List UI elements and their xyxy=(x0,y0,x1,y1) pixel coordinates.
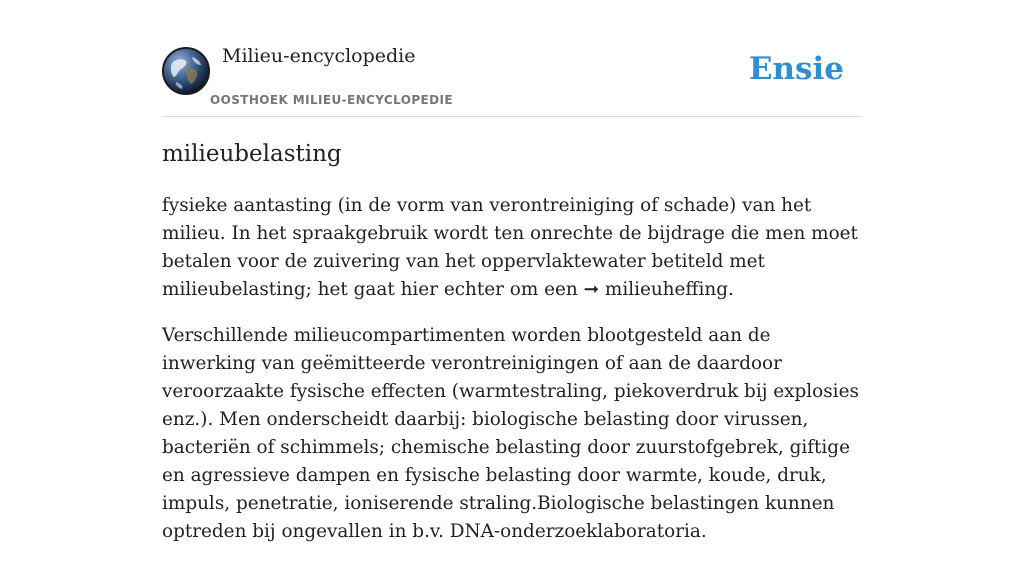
milieuheffing-link[interactable]: milieuheffing xyxy=(604,279,728,300)
earth-globe-icon[interactable] xyxy=(162,47,210,95)
definition-end: . xyxy=(727,279,734,300)
site-header xyxy=(162,0,862,117)
entry-title: milieubelasting xyxy=(162,141,342,167)
site-subtitle: OOSTHOEK MILIEU-ENCYCLOPEDIE xyxy=(210,93,453,107)
site-title[interactable]: Milieu-encyclopedie xyxy=(222,45,416,67)
definition-text: fysieke aantasting (in de vorm van verontreiniging of schade) van het milieu. In het spraakgebruik wordt ten onrechte de bijdrage die men moet betalen voor de zuivering van het oppervlaktewater betiteld met milieubelasting; het gaat hier echter om een xyxy=(162,195,858,300)
ensie-brand-link[interactable]: Ensie xyxy=(748,51,844,87)
entry-content xyxy=(162,138,866,564)
arrow-icon: ➞ xyxy=(583,279,600,300)
definition-paragraph xyxy=(162,192,866,304)
body-paragraph: Verschillende milieucompartimenten worden blootgesteld aan de inwerking van geëmitteerde verontreinigingen of aan de daardoor veroorzaakte fysische effecten (warmtestraling, piekoverdruk bij explosies enz.). Men onderscheidt daarbij: biologische belasting door virussen, bacteriën of schimmels; chemische belasting door zuurstofgebrek, giftige en agressieve dampen en fysische belasting door warmte, koude, druk, impuls, penetratie, ioniserende straling.Biologische belastingen kunnen optreden bij ongevallen in b.v. DNA-onderzoeklaboratoria. xyxy=(162,325,859,542)
